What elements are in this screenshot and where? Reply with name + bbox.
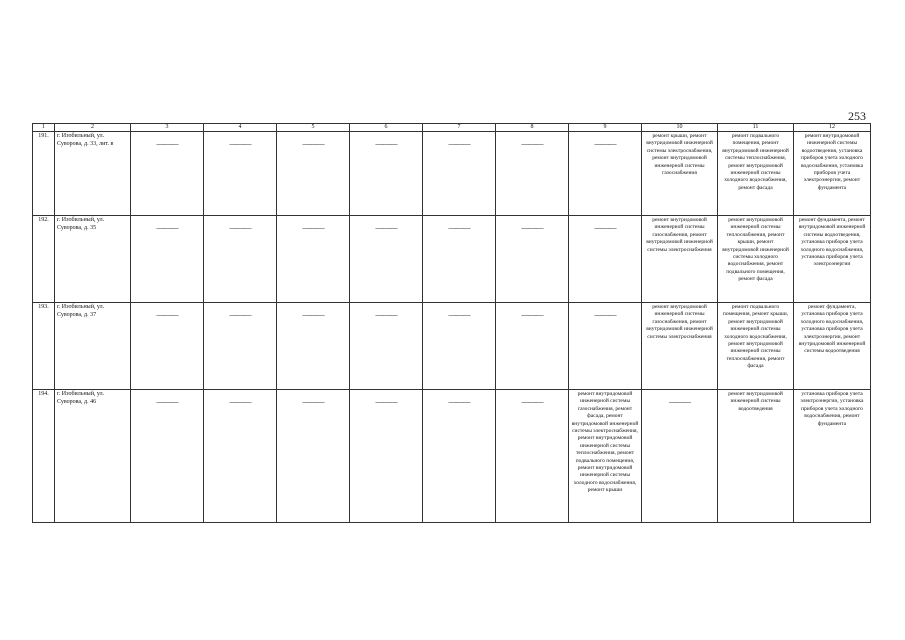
empty-cell [423,216,496,303]
empty-mark: ——— [448,223,470,232]
row-address: г. Изобильный, ул. Суворова, д. 37 [55,303,131,390]
row-number: 194. [33,390,55,523]
column-header: 1 [33,124,55,132]
works-2029-2031: ремонт внутридомовой инженерной системы теплоснабжения, ремонт крыши, ремонт внутридомовой инженерной системы холодного водоснабжения, ремонт подвального помещения, ремонт фасада [718,216,794,303]
empty-cell [277,390,350,523]
column-number-row [33,124,871,132]
works-2032-2034: ремонт фундамента, установка приборов учета холодного водоснабжения, установка приборов учета электроэнергии, ремонт внутридомовой инженерной системы водоотведения [794,303,871,390]
empty-mark: ——— [448,139,470,148]
empty-mark: ——— [521,310,543,319]
empty-mark: ——— [302,310,324,319]
column-header: 8 [496,124,569,132]
row-address: г. Изобильный, ул. Суворова, д. 33, лит. в [55,132,131,216]
empty-mark: ——— [229,397,251,406]
works-2029-2031: ремонт подвального помещения, ремонт крыши, ремонт внутридомовой инженерной системы холодного водоснабжения, ремонт внутридомовой инженерной системы теплоснабжения, ремонт фасада [718,303,794,390]
row-address: г. Изобильный, ул. Суворова, д. 35 [55,216,131,303]
works-2026-2028: ——— [669,397,690,406]
empty-mark: ——— [229,310,251,319]
empty-cell [204,216,277,303]
empty-cell [277,216,350,303]
empty-mark: ——— [521,139,543,148]
empty-mark: ——— [375,310,397,319]
empty-cell [350,132,423,216]
row-number: 192. [33,216,55,303]
works-2029-2031: ремонт подвального помещения, ремонт внутридомовой инженерной системы теплоснабжения, ремонт внутридомовой инженерной системы холодного водоснабжения, ремонт фасада [718,132,794,216]
table-row [33,303,871,390]
empty-cell [204,132,277,216]
works-2032-2034: ремонт внутридомовой инженерной системы водоотведения, установка приборов учета холодного водоснабжения, установка приборов учета электроэнергии, ремонт фундамента [794,132,871,216]
column-header: 2 [55,124,131,132]
empty-cell [569,132,642,216]
empty-cell [204,390,277,523]
table-row [33,132,871,216]
empty-mark: ——— [448,397,470,406]
empty-cell [569,216,642,303]
empty-cell [569,303,642,390]
empty-cell [350,390,423,523]
empty-mark: ——— [521,397,543,406]
empty-cell [496,216,569,303]
empty-mark: ——— [521,223,543,232]
column-header: 9 [569,124,642,132]
empty-cell [131,216,204,303]
empty-cell [204,303,277,390]
empty-cell [496,132,569,216]
empty-mark: ——— [375,223,397,232]
table-row [33,390,871,523]
row-number: 191. [33,132,55,216]
empty-mark: ——— [229,223,251,232]
empty-mark: ——— [229,139,251,148]
empty-cell [131,390,204,523]
column-header: 3 [131,124,204,132]
empty-cell [496,303,569,390]
works-2026-2028: ремонт внутридомовой инженерной системы газоснабжения, ремонт внутридомовой инженерной системы электроснабжения [642,303,718,390]
empty-mark: ——— [156,139,178,148]
empty-mark: ——— [156,223,178,232]
empty-mark: ——— [302,139,324,148]
column-header: 7 [423,124,496,132]
empty-cell [350,216,423,303]
housing-register-table [32,123,871,523]
empty-cell [423,303,496,390]
row-address: г. Изобильный, ул. Суворова, д. 46 [55,390,131,523]
column-header: 11 [718,124,794,132]
column-header: 12 [794,124,871,132]
empty-cell [277,132,350,216]
works-2023-2025: ——— [594,310,616,319]
table-row [33,216,871,303]
page-number: 253 [848,109,866,123]
works-2023-2025: ——— [594,223,616,232]
empty-cell [496,390,569,523]
empty-mark: ——— [302,397,324,406]
works-2023-2025: ремонт внутридомовой инженерной системы газоснабжения, ремонт фасада, ремонт внутридомовой инженерной системы электроснабжения, ремонт внутридомовой инженерной системы теплоснабжения, ремонт подвального помещения, ремонт внутридомовой инженерной системы холодного водоснабжения, ремонт крыши [569,390,642,523]
row-number: 193. [33,303,55,390]
empty-cell [423,390,496,523]
empty-cell [350,303,423,390]
column-header: 6 [350,124,423,132]
column-header: 10 [642,124,718,132]
empty-cell [642,390,718,523]
empty-mark: ——— [375,397,397,406]
empty-cell [423,132,496,216]
empty-cell [277,303,350,390]
works-2032-2034: ремонт фундамента, ремонт внутридомовой инженерной системы водоотведения, установка приборов учета холодного водоснабжения, установка приборов учета электроэнергии [794,216,871,303]
works-2023-2025: ——— [594,139,616,148]
column-header: 5 [277,124,350,132]
works-2032-2034: установка приборов учета электроэнергии, установка приборов учета холодного водоснабжения, ремонт фундамента [794,390,871,523]
empty-mark: ——— [448,310,470,319]
empty-cell [131,303,204,390]
works-2029-2031: ремонт внутридомовой инженерной системы водоотведения [718,390,794,523]
works-2026-2028: ремонт крыши, ремонт внутридомовой инженерной системы электроснабжения, ремонт внутридомовой инженерной системы газоснабжения [642,132,718,216]
empty-mark: ——— [375,139,397,148]
column-header: 4 [204,124,277,132]
works-2026-2028: ремонт внутридомовой инженерной системы газоснабжения, ремонт внутридомовой инженерной системы электроснабжения [642,216,718,303]
empty-mark: ——— [156,397,178,406]
empty-mark: ——— [302,223,324,232]
empty-cell [131,132,204,216]
empty-mark: ——— [156,310,178,319]
